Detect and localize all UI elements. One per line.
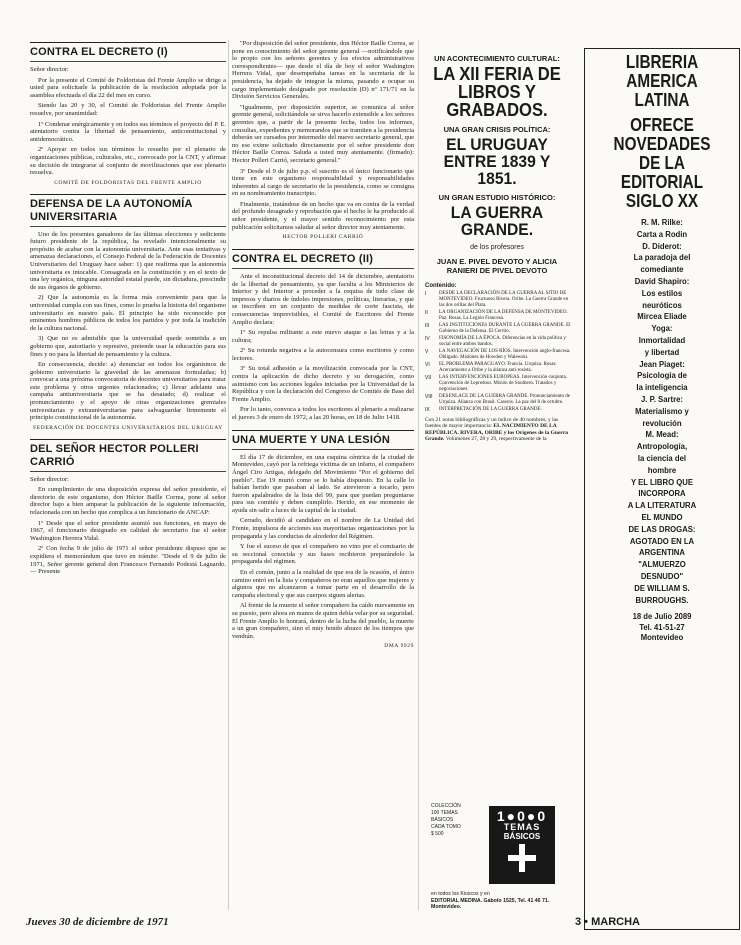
ad-authors: JUAN E. PIVEL DEVOTO Y ALICIA RANIERI DE PIVEL DEVOTO (436, 256, 558, 275)
book-line: Y EL LIBRO QUE (630, 476, 694, 487)
ad-store-name: LIBRERIA (625, 52, 699, 72)
toc-number: I (425, 290, 427, 297)
book-line: Mircea Eliade (637, 311, 687, 322)
toc-item (425, 323, 571, 335)
book-line: Carta a Rodin (636, 228, 688, 239)
article-title: DEFENSA DE LA AUTONOMÍA UNIVERSITARIA (30, 198, 193, 223)
collection-line: BÁSICOS (431, 817, 454, 823)
book-line: DESNUDO" (640, 570, 684, 581)
rule (30, 439, 226, 440)
ad-content (423, 48, 571, 443)
rule (232, 268, 414, 269)
paragraph: 1º Desde que el señor presidente asumió sus funciones, en mayo de 1967, el funcionario designado en calidad de secretario fue el señor Washington Herrera Vidal. (30, 519, 226, 542)
footer-page: 3 • MARCHA (575, 916, 640, 928)
toc-text: LA ORGANIZACIÓN DE LA DEFENSA DE MONTEVIDEO. Paz. Rosas. La Legión Francesa. (439, 309, 568, 321)
note-title: RIVERA, ORIBE y los Orígenes de la Guerra Grande. (425, 429, 569, 443)
book-line: Materialismo y (635, 405, 689, 416)
book-line: INCORPORA (638, 488, 686, 499)
book-line: "ALMUERZO (638, 559, 686, 570)
book-line: hombre (647, 464, 677, 475)
paragraph: En cumplimiento de una disposición expresa del señor presidente, el directorio de este organismo, don Héctor Batlle Correa, pone al señor director bajo a bien amparar la publicación de la siguiente información, relacionada con un hecho que complica a un funcionario de ANCAP: (30, 486, 226, 516)
book-line: David Shapiro: (634, 275, 690, 286)
toc-text: LAS INSTITUCIONES DURANTE LA GUERRA GRANDE. El Gobierno de la Defensa. El Cerrito. (439, 322, 571, 334)
temas-basicos-logo (489, 806, 555, 884)
book-list (589, 217, 735, 606)
toc-item (425, 349, 571, 361)
paragraph: 2º Su rotunda negativa a la autocensura como escritores y como lectores. (232, 347, 414, 362)
toc-item (425, 310, 571, 322)
rule (232, 249, 414, 250)
column-1 (30, 40, 226, 584)
publisher-info (431, 891, 566, 911)
paragraph: Y fue el suceso de que el compañero no vino por el comisario de su seccional conocida y sus bases recibieron preparándolo la propaganda del régimen. (232, 543, 414, 566)
toc-number: VIII (425, 393, 433, 400)
ad-offer: NOVEDADES (613, 134, 711, 154)
book-line: DE WILLIAM S. (634, 582, 690, 593)
article-polleri-continued (232, 40, 414, 241)
store-address (596, 611, 727, 643)
ad-offer: EDITORIAL (620, 172, 704, 192)
article-title: CONTRA EL DECRETO (I) (30, 46, 168, 58)
paragraph: 3º Su total adhesión a la movilización convocada por la CNT, contra la aplicación de dicho decreto y su derogación, como asimismo con las acciones legales iniciadas por la Universidad de la República y con la declaración del Congreso de Comités de Base del Frente Amplio. (232, 365, 414, 403)
ad-store-name: LATINA (634, 90, 690, 110)
ad-offer: DE LA (639, 153, 685, 173)
signature: HECTOR POLLERI CARRIÓ (282, 234, 364, 241)
toc-item (425, 362, 571, 374)
ad-headline: LA XII FERIA DE LIBROS Y GRABADOS. (433, 64, 561, 120)
rule (30, 226, 226, 227)
address-line: 18 de Julio 2089 (632, 611, 692, 622)
toc-item (425, 336, 571, 348)
toc-text: LAS INTERVENCIONES EUROPEAS. Intervención conjunta. Convención de Lepredour. Misión de Southern. Tratados y negociaciones. (439, 374, 567, 392)
book-line: R. M. Rilke: (641, 217, 683, 227)
collection-line: COLECCIÓN (431, 803, 461, 809)
paragraph: Finalmente, tratándose de un hecho que va en contra de la verdad del profundo desagrado y reprobación que el hecho le ha producido al señor presidente, y el mayor sentido reconocimiento por esta publicación solicitamos saludar al señor director muy atentamente. (232, 200, 414, 231)
column-2 (232, 40, 414, 657)
ad-libreria-america-latina (584, 48, 740, 930)
table-of-contents (423, 283, 571, 443)
ad-note (425, 417, 571, 443)
article-polleri (30, 439, 226, 575)
collection-line: CADA TOMO (431, 824, 461, 830)
ad-headline: LA GUERRA GRANDE. (450, 203, 544, 239)
paragraph: Cerrado, decidió al candidato en el nombre de La Unidad del Frente, impulsora de acciones sus mayoritarias organizaciones por la propaganda y las conductas de alrededor del Régimen. (232, 517, 414, 540)
ad-kicker: UN ACONTECIMIENTO CULTURAL: (434, 54, 560, 63)
collection-line: 100 TEMAS (431, 810, 458, 816)
book-line: La paradoja del (633, 252, 691, 263)
toc-item (425, 394, 571, 406)
toc-number: VI (425, 361, 430, 368)
signature: DMA 9929 (384, 643, 414, 650)
toc-number: IX (425, 406, 430, 413)
collection-text (431, 803, 483, 838)
cross-emblem-icon (508, 844, 536, 872)
article-title: UNA MUERTE Y UNA LESIÓN (232, 433, 391, 446)
signature: COMITÉ DE FOLDORISTAS DEL FRENTE AMPLIO (54, 179, 202, 186)
book-line: la inteligencia (636, 382, 688, 393)
toc-number: V (425, 348, 429, 355)
article-contra-decreto-1 (30, 42, 226, 186)
book-line: AGOTADO EN LA (629, 535, 695, 546)
paragraph: En el común, junto a la realidad de que era de la ocasión, el único camino entró en la lista y compañeros no eran aquellos que mujeres y algunos que no alcanzaron a tomar parte en el desarrollo de la campaña electoral y que sus cuerpos siguen alertas. (232, 569, 414, 599)
toc-text: EL PROBLEMA PARAGUAYO. Francia. Urquiza. Rosas. Acercamiento a Oribe y la alianza anti-rosista. (439, 361, 557, 373)
kiosks-text: en todos los Kioscos y en (431, 891, 490, 897)
salutation: Señor director: (30, 475, 69, 483)
ad-offer: OFRECE (630, 115, 694, 135)
book-line: ARGENTINA (639, 547, 685, 558)
book-line: Jean Piaget: (639, 358, 685, 369)
ad-headline: EL URUGUAY ENTRE 1839 Y 1851. (443, 135, 551, 188)
book-line: la ciencia del (637, 452, 687, 463)
rule (30, 194, 226, 195)
article-title: CONTRA EL DECRETO (II) (232, 252, 374, 265)
logo-text: BÁSICOS (503, 832, 541, 841)
note-text: Con 21 notas bibliográficas y un índice de 40 nombres, y las fuentes de mayor importancia: (425, 416, 559, 430)
toc-number: VII (425, 374, 432, 381)
rule (30, 471, 226, 472)
toc-text: DESENLACE DE LA GUERRA GRANDE. Pronunciamiento de Urquiza. Alianza con Brasil. Caseros. La paz del 8 de octubre. (439, 393, 570, 405)
toc-number: IV (425, 335, 430, 342)
toc-item (425, 375, 571, 393)
ad-store-name: AMERICA (626, 71, 698, 91)
paragraph: 3) Que no es admisible que la universidad quede sometida a un gobierno que, autoritario y represivo, pretende usar la educación para sus fines y no para la libertad de pensamiento y la cultura. (30, 335, 226, 358)
paragraph: "Igualmente, por disposición superior, se comunica al señor gerente general, solicitándole se sirva hacerlo extensible a los señores gerentes que, a partir de la presente fecha, todos los informes, consultas, expedientes y memorandos que se tramiten a la presidencia deberán ser cursados por intermedio del nuevo secretario general, que no ese exime solicitado directamente por el señor presidente don Héctor Batlle Correa. Saluda a usted muy atentamente. (firmado): Hector Polleri Carrió, secretario general." (232, 103, 414, 164)
book-line: Inmortalidad (638, 334, 686, 345)
rule (232, 449, 414, 450)
book-line: comediante (640, 264, 684, 275)
rule (30, 42, 226, 43)
paragraph: 2º Apoyar en todos sus términos lo resuelto por el plenario de organizaciones públicas, culturales, etc., convocado por la CNT, y afirmar su decisión de integrarse al conjunto de movilizaciones que ese plenario resuelva. (30, 146, 226, 177)
logo-text: TEMAS (503, 822, 541, 832)
book-line: DE LAS DROGAS: (628, 523, 696, 534)
paragraph: 2º Con fecha 9 de julio de 1971 el señor presidente dispuso que se expidiera el memorándum que tuvo en trámite: "Desde el 9 de julio de 1971, Señor gerente general don Francesco Fernando Podestá Laguardo. — Presente (30, 545, 226, 576)
paragraph: Siendo las 20 y 30, el Comité de Foldoristas del Frente Amplio resuelve, por unanimidad: (30, 102, 226, 118)
column-divider (228, 40, 229, 910)
book-line: BURROUGHS. (635, 594, 689, 605)
book-line: J. P. Sartre: (640, 393, 683, 404)
article-contra-decreto-2 (232, 249, 414, 422)
ad-offer: SIGLO XX (625, 191, 699, 211)
signature: FEDERACIÓN DE DOCENTES UNIVERSITARIOS DEL URUGUAY (33, 424, 223, 431)
address-line: Montevideo (640, 632, 684, 643)
book-line: y libertad (644, 346, 680, 357)
paragraph: En consecuencia, decide: a) denunciar en todos los organismos de gobierno universitario la gravedad de las amenazas formuladas; b) convocar a una próxima convocatoria de docentes universitarios para tratar este problema y otros urgentes relacionados; c) llevar adelante una campaña antiuniversitaria que se ha desatado; d) realizar el pronunciamiento y el apoyo de otras organizaciones gremiales universitarias y extrauniversitarias para salvaguardar firmemente el principio constitucional de la autonomía. (30, 361, 226, 422)
book-line: revolución (642, 417, 682, 428)
book-line: Yoga: (651, 323, 673, 334)
toc-text: DESDE LA DECLARACIÓN DE LA GUERRA AL SITIO DE MONTEVIDEO. Fructuoso Rivera. Oribe. La Guerra Grande en las dos orillas del Plata. (439, 290, 569, 308)
paragraph: 1º Condenar enérgicamente y en todos sus términos el proyecto del P. E. atentatorio contra la libertad de pensamiento, anticonstitucional y antidemocrático. (30, 120, 226, 143)
book-line: EL MUNDO (641, 511, 683, 522)
book-line: D. Diderot: (642, 240, 682, 251)
paragraph: 3º Desde el 9 de julio p.p. el suscrito es el único funcionario que tiene en este organismo responsabilidad y responsabilidades inherentes al cargo de secretario de la presidencia, como se consigna en su nombramiento transcripto. (232, 167, 414, 198)
column-divider (418, 40, 419, 910)
ad-guerra-grande (423, 48, 571, 941)
contents-heading: Contenido: (425, 282, 457, 289)
logo-number: 1●0●0 (496, 808, 548, 824)
article-autonomia (30, 194, 226, 431)
ad-box (584, 48, 740, 930)
editorial-address: EDITORIAL MEDINA. Gaboto 1525, Tel. 41 46 71. Montevideo. (431, 897, 550, 910)
toc-text: LA NAVEGACIÓN DE LOS RÍOS. Intervención anglo-francesa. Obligado. Misiones de Howden y Walewski. (439, 348, 571, 360)
book-line: Antropología, (636, 441, 688, 452)
ad-kicker: UNA GRAN CRISIS POLÍTICA: (443, 125, 551, 134)
paragraph: Por la presente el Comité de Foldoristas del Frente Amplio se dirige a usted para solicitarle la publicación de la resolución adoptada por la asamblea efectuada el día 22 del mes en curso. (30, 76, 226, 99)
ad-byline: de los profesores (470, 244, 524, 251)
book-line: M. Mead: (645, 429, 679, 440)
toc-text: FISONOMÍA DE LA ÉPOCA. Diferencias en la vida política y social entre ambos bandos. (439, 335, 566, 347)
rule (30, 61, 226, 62)
paragraph: Por lo tanto, convoca a todos los escritores al plenario a realizarse el jueves 3 de enero de 1972, a las 20 horas, en 18 de Julio 1418. (232, 406, 414, 422)
article-una-muerte (232, 430, 414, 650)
toc-number: III (425, 322, 430, 329)
book-line: Psicología de (637, 370, 687, 381)
book-line: neuróticos (642, 299, 682, 310)
paragraph: El día 17 de diciembre, en una esquina céntrica de la ciudad de Montevideo, cayó por la refriega víctima de un infarto, el compañero Ángel Ciro Artigas, delegado del Movimiento "Por el gobierno del pueblo". Ese 19 murió como se lo había dispuesto. En la calle lo habían herido que pasaban al lado. Se atrevieron a tocarlo, pero fueron apalabrados de la lista del 99, para que puedan preguntarse para sus comités y deben cumplirlo. Herido, en ese momento de ayuda sin salir a luces de la capital de la ciudad. (232, 453, 414, 514)
paragraph: 1º Su repulsa militante a este nuevo ataque a las letras y a la cultura; (232, 329, 414, 344)
book-line: A LA LITERATURA (627, 500, 697, 511)
ad-kicker: UN GRAN ESTUDIO HISTÓRICO: (438, 193, 556, 202)
salutation: Señor director: (30, 66, 69, 74)
toc-item (425, 407, 571, 413)
toc-number: II (425, 309, 428, 316)
footer-date: Jueves 30 de diciembre de 1971 (26, 916, 169, 928)
note-title: EL NACIMIENTO DE LA REPÚBLICA. (425, 423, 557, 436)
note-text: Volúmenes 27, 28 y 29, respectivamente de la (445, 436, 547, 443)
paragraph: "Por disposición del señor presidente, don Héctor Batlle Correa, se pone en conocimiento del señor gerente general —notificándole que lo propio con los señores gerentes y los efectos administrativos correspondientes— que desde el día de hoy el señor Washington Herrera Vidal, que desempeñaba tareas en la secretaría de la presidencia, ha dejado de integrar la misma, pasando a ocupar su cargo implementado designado por resolución (D) nº 171/71 en la División Servicios Generales. (232, 40, 414, 101)
toc-text: INTERPRETACIÓN DE LA GUERRA GRANDE. (439, 406, 542, 412)
paragraph: 2) Que la autonomía es la forma más conveniente para que la universidad cumpla con sus fines, como lo prueba la historia del organismo universitario en nuestro país. El principio ha sido reconocido por eminentes hombres públicos de todos los partidos y por toda la tradición de la cultura nacional. (30, 294, 226, 332)
paragraph: Uno de los presentes ganadores de las últimas elecciones y sediciente futuro presidente de la república, ha revelado intencionalmente su propósito de acabar con la autonomía universitaria. Ante esas tentativas y amenazas declaraciones, el Consejo Federal de la Federación de Docentes Universitarios del Uruguay hace saber: 1) que reafirma que la autonomía universitaria es intocable. Consagrada en la constitución y en el texto de una ley orgánica, ninguna autoridad estatal puede, sin dictadura, prescindir de sus órganos de gobierno. (30, 230, 226, 291)
book-line: Los estilos (641, 287, 683, 298)
rule (232, 430, 414, 431)
toc-item (425, 291, 571, 309)
address-line: Tel. 41-51-27 (639, 621, 685, 632)
article-title: DEL SEÑOR HECTOR POLLERI CARRIÓ (30, 443, 199, 468)
paragraph: Ante el inconstitucional decreto del 14 de diciembre, atentatorio de la libertad de pensamiento, ya que faculta a los Ministerios de Interior y del Interior a proceder a la requisa de todo clase de impresos y diarios de índoles impresiones, políticas, literarias, y que se inscriben en un conjunto de medidas de corte fascista, de consecuencias imprevisibles, el Comité de Escritores del Frente Amplio declara: (232, 272, 414, 326)
collection-line: $ 500 (431, 831, 444, 837)
paragraph: Al frente de la muerte el señor compañero ha caído nuevamente en su puesto, pero ahora en manos de quien debía velar por su seguridad. El Frente Amplio lo honrará, dentro de la lucha del pueblo, la muerte a un gran compañero, sino el muy hondo abrazo de los tiempos que vendrán. (232, 602, 414, 640)
